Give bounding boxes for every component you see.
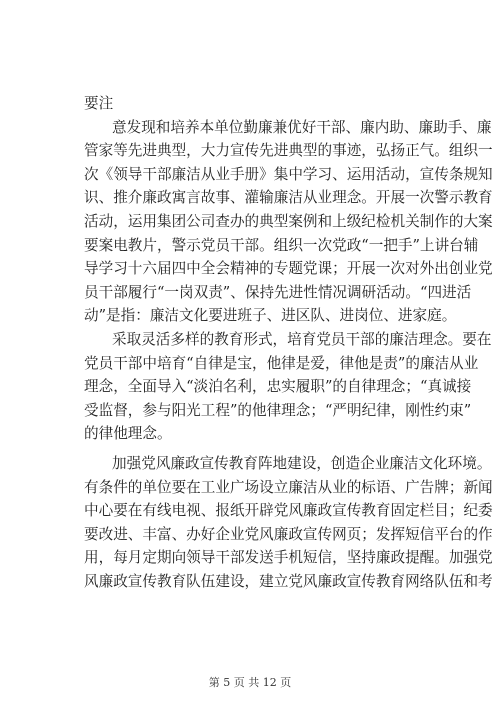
text-line: 的律他理念。 [84,425,172,443]
paragraph [84,116,493,328]
text-line: 导学习十六届四中全会精神的专题党课；开展一次对外出创业党 [84,260,493,278]
text-line: 要改进、丰富、办好企业党风廉政宣传网页；发挥短信平台的作 [84,525,493,543]
text-line: 次《领导干部廉洁从业手册》集中学习、运用活动，宣传条规知 [84,165,493,183]
text-line: 理念，全面导入“淡泊名利，忠实履职”的自律理念；“真诚接 [84,378,472,396]
text-line: 用，每月定期向领导干部发送手机短信，坚持廉政提醒。加强党 [84,549,493,567]
text-line: 采取灵活多样的教育形式，培育党员干部的廉洁理念。要在 [112,330,492,348]
text-line: 受监督，参与阳光工程”的他律理念；“严明纪律，刚性约束” [84,401,472,419]
text-line: 有条件的单位要在工业广场设立廉洁从业的标语、广告牌；新闻 [84,478,493,496]
text-line: 要注 [84,95,114,112]
text-line: 识、推介廉政寓言故事、灌输廉洁从业理念。开展一次警示教育 [84,189,493,207]
text-line: 员干部履行“一岗双责”、保持先进性情况调研活动。“四进活 [84,283,472,301]
text-line: 中心要在有线电视、报纸开辟党风廉政宣传教育固定栏目；纪委 [84,502,493,520]
document-body [84,92,493,593]
paragraph [84,92,424,116]
text-line: 加强党风廉政宣传教育阵地建设，创造企业廉洁文化环境。 [112,454,492,472]
text-line: 要案电教片，警示党员干部。组织一次党政“一把手”上讲台辅 [84,236,479,254]
text-line: 风廉政宣传教育队伍建设，建立党风廉政宣传教育网络队伍和考 [84,572,493,590]
text-line: 党员干部中培育“自律是宝，他律是爱，律他是责”的廉洁从业 [84,354,479,372]
page-number-footer: 第 5 页 共 12 页 [208,676,292,689]
text-line: 管家等先进典型，大力宣传先进典型的事迹，弘扬正气。组织一 [84,142,493,160]
text-line: 动”是指：廉洁文化要进班子、进区队、进岗位、进家庭。 [84,307,457,325]
text-line: 活动，运用集团公司查办的典型案例和上级纪检机关制作的大案 [84,212,493,230]
paragraph [84,452,493,594]
paragraph [84,328,492,446]
text-line: 意发现和培养本单位勤廉兼优好干部、廉内助、廉助手、廉 [112,118,492,136]
